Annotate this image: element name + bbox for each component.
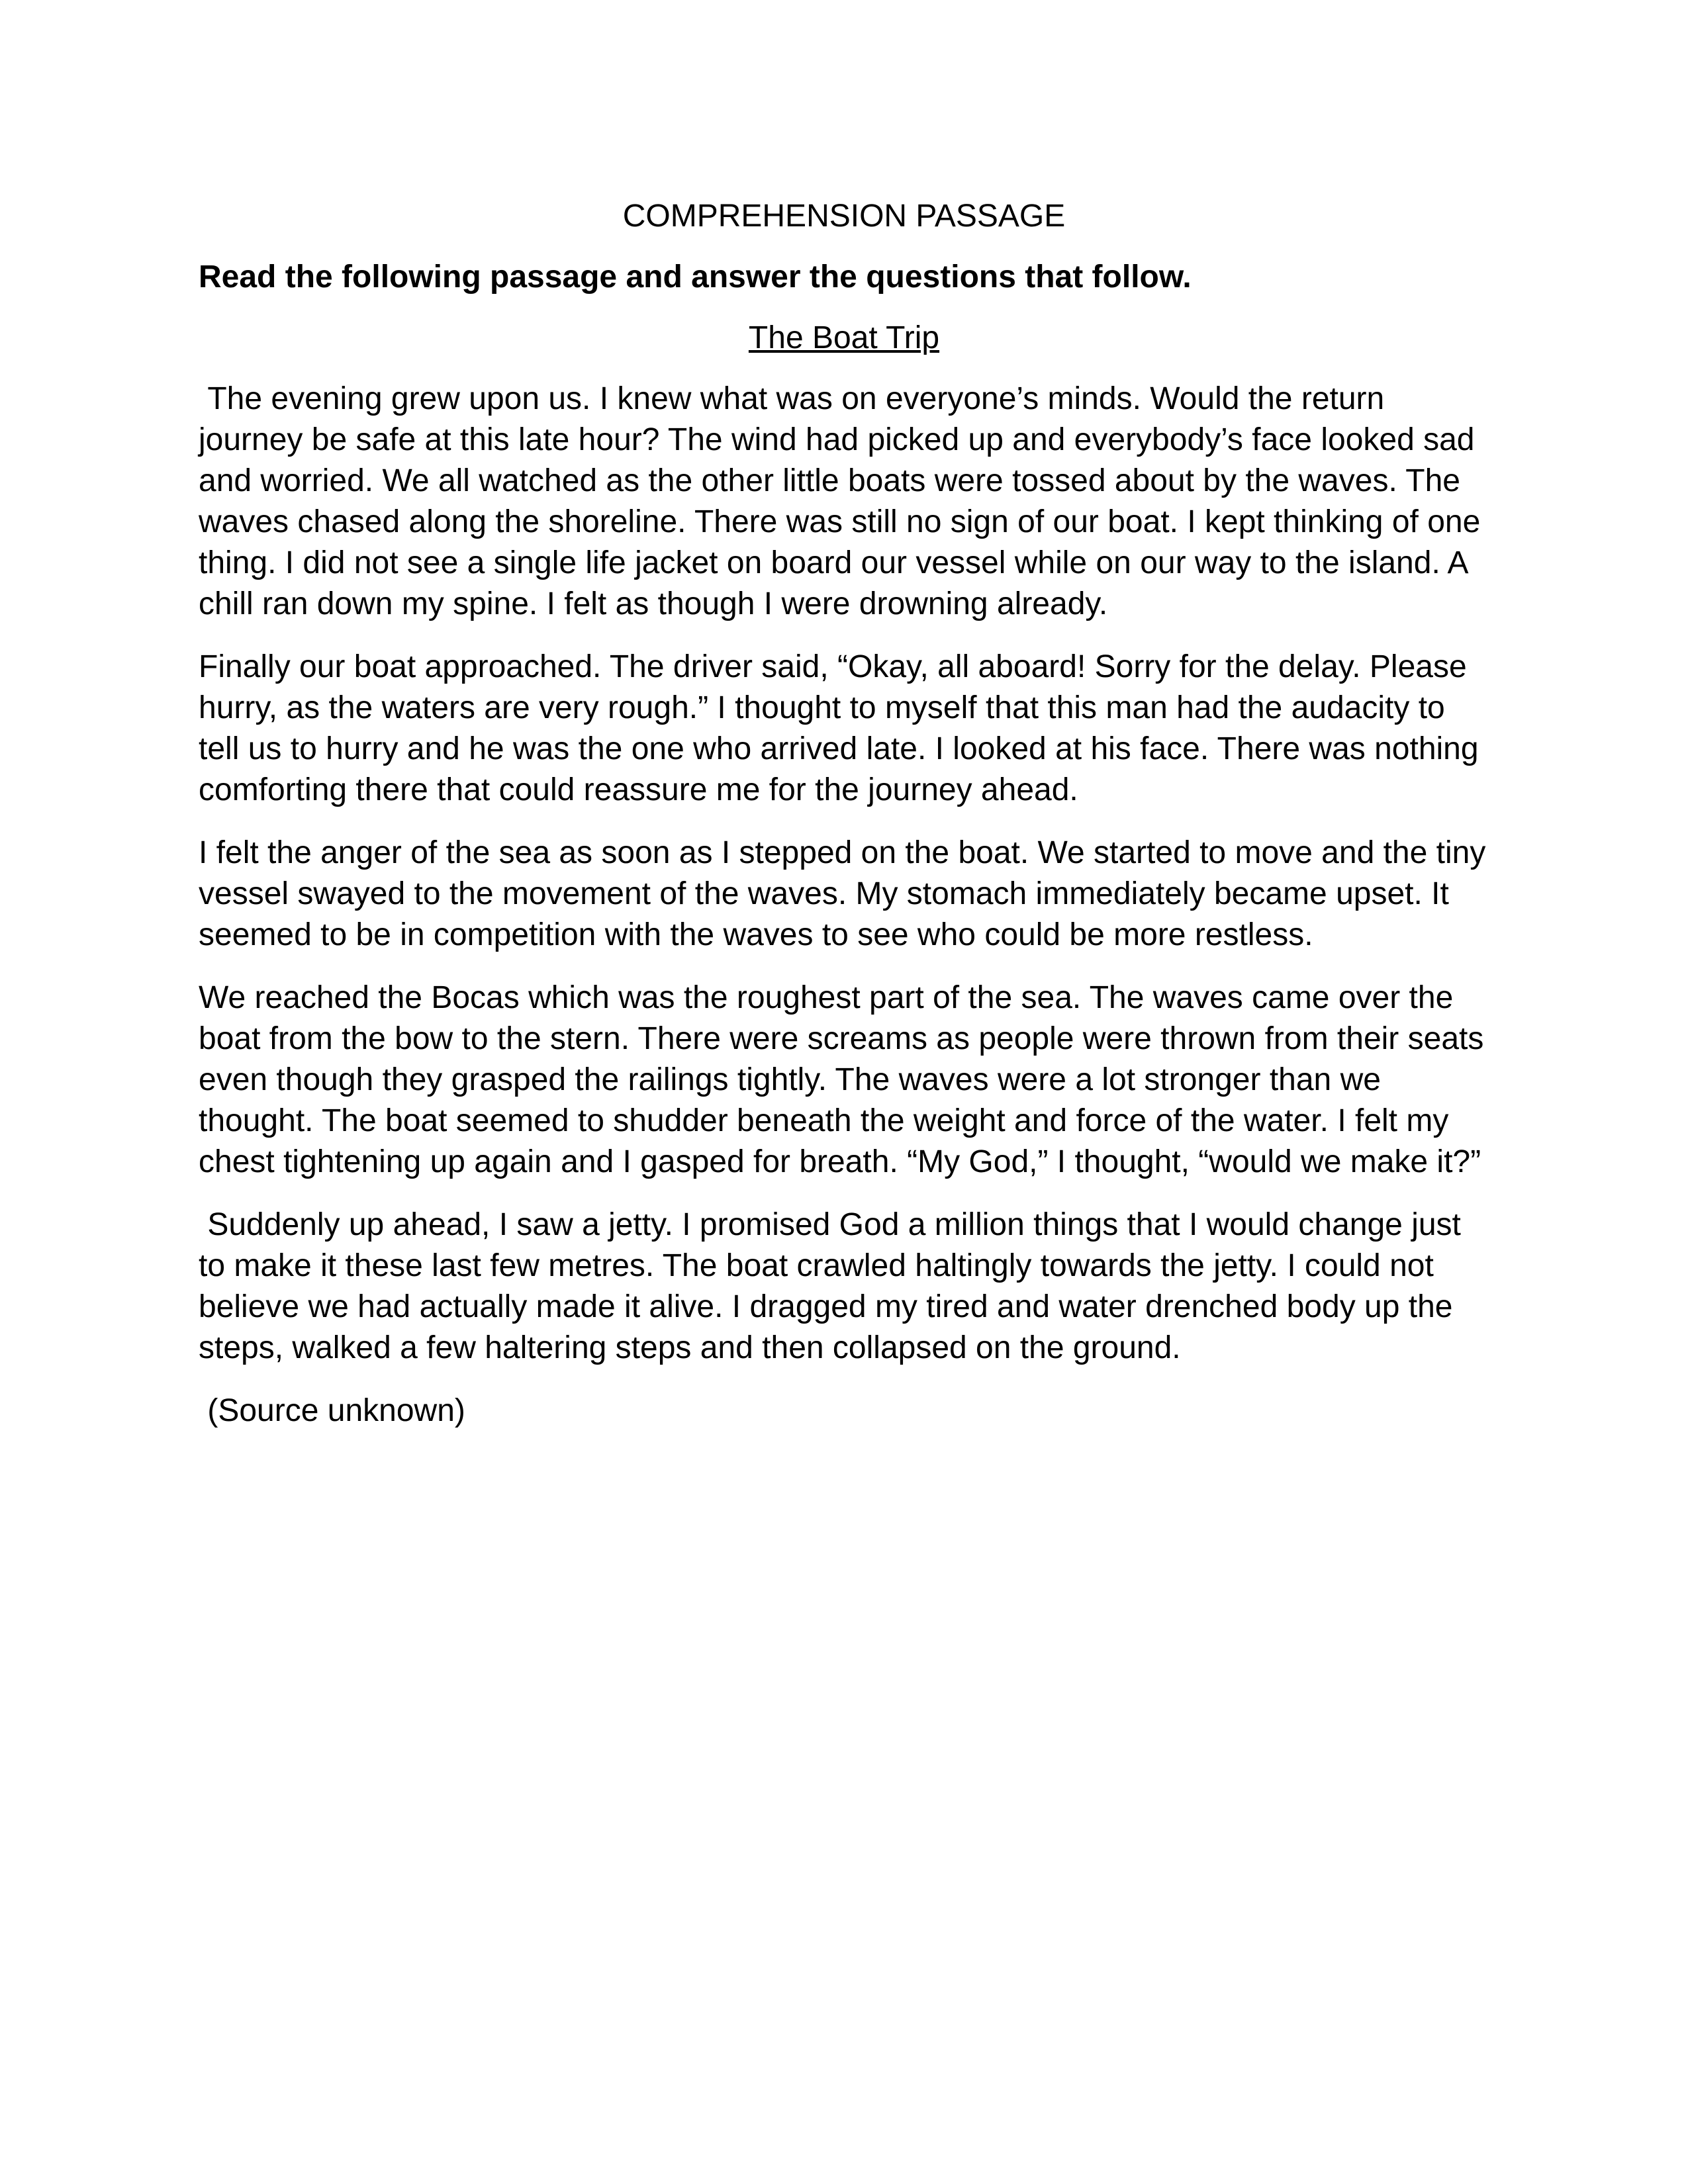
- instruction-text: Read the following passage and answer the questions that follow.: [199, 259, 1192, 295]
- source-note: (Source unknown): [199, 1393, 465, 1428]
- story-title-text: The Boat Trip: [748, 320, 940, 355]
- paragraph-5: Suddenly up ahead, I saw a jetty. I promised God a million things that I would change just to make it these last few metres. The boat crawled haltingly towards the jetty. I could not believe we had actually made it alive. I dragged my tired and water drenched body up the steps, walked a few haltering steps and then collapsed on the ground.: [199, 1207, 1470, 1365]
- document-page: [199, 196, 1495, 1432]
- document-heading: COMPREHENSION PASSAGE: [622, 199, 1066, 234]
- paragraph-3: I felt the anger of the sea as soon as I stepped on the boat. We started to move and the tiny vessel swayed to the movement of the waves. My stomach immediately became upset. It seemed to be in competition with the waves to see who could be more restless.: [199, 835, 1495, 952]
- story-title: [199, 318, 1489, 359]
- paragraph-1: The evening grew upon us. I knew what was on everyone’s minds. Would the return journey be safe at this late hour? The wind had picked up and everybody’s face looked sad and worried. We all watched as the other little boats were tossed about by the waves. The waves chased along the shoreline. There was still no sign of our boat. I kept thinking of one thing. I did not see a single life jacket on board our vessel while on our way to the island. A chill ran down my spine. I felt as though I were drowning already.: [199, 381, 1489, 621]
- paragraph-4: We reached the Bocas which was the roughest part of the sea. The waves came over the boat from the bow to the stern. There were screams as people were thrown from their seats even though they grasped the railings tightly. The waves were a lot stronger than we thought. The boat seemed to shudder beneath the weight and force of the water. I felt my chest tightening up again and I gasped for breath. “My God,” I thought, “would we make it?”: [199, 980, 1493, 1179]
- paragraph-2: Finally our boat approached. The driver said, “Okay, all aboard! Sorry for the delay. Please hurry, as the waters are very rough.” I thought to myself that this man had the audacity to tell us to hurry and he was the one who arrived late. I looked at his face. There was nothing comforting there that could reassure me for the journey ahead.: [199, 649, 1487, 807]
